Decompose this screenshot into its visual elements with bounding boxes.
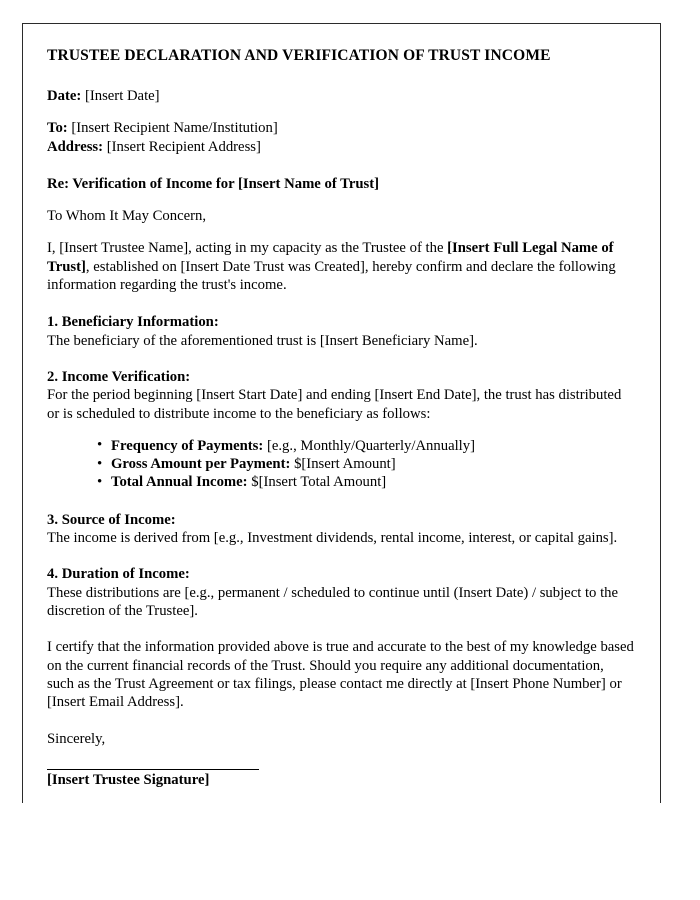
section-2-heading: 2. Income Verification:: [47, 368, 191, 385]
recipient-line: [47, 119, 634, 137]
subject-text: Re: Verification of Income for [Insert Name of Trust]: [47, 175, 380, 192]
signature-spacer: [47, 749, 634, 769]
signature-name: [Insert Trustee Signature]: [47, 771, 210, 788]
section-3-body: The income is derived from [e.g., Investment dividends, rental income, interest, or capital gains].: [47, 530, 618, 547]
list-item: [97, 473, 634, 491]
section-2-body: For the period beginning [Insert Start Date] and ending [Insert End Date], the trust has distributed or is scheduled to distribute income to the beneficiary as follows:: [47, 387, 622, 422]
section-1-body: The beneficiary of the aforementioned trust is [Insert Beneficiary Name].: [47, 332, 478, 349]
section-4-heading: 4. Duration of Income:: [47, 566, 190, 583]
to-label: To:: [47, 120, 68, 137]
bullet-1-value: [e.g., Monthly/Quarterly/Annually]: [263, 437, 475, 454]
section-1-heading: 1. Beneficiary Information:: [47, 314, 219, 331]
date-line: [47, 87, 634, 105]
address-value: [Insert Recipient Address]: [106, 138, 261, 155]
section-3-heading: 3. Source of Income:: [47, 511, 176, 528]
subject-line: [47, 175, 634, 193]
date-label: Date:: [47, 88, 82, 104]
list-item: [97, 437, 634, 455]
income-details-list: [47, 437, 634, 492]
bullet-3-value: $[Insert Total Amount]: [247, 474, 387, 491]
intro-part-1: I, [Insert Trustee Name], acting in my capacity as the Trustee of the: [47, 240, 448, 257]
document-title: TRUSTEE DECLARATION AND VERIFICATION OF TRUST INCOME: [47, 47, 551, 64]
certification-paragraph: I certify that the information provided above is true and accurate to the best of my knowledge based on the current financial records of the Trust. Should you require any additional documentation, such as the Trust Agreement or tax filings, please contact me directly at [Insert Phone Number] or [Insert Email Address].: [47, 639, 634, 711]
bullet-2-value: $[Insert Amount]: [290, 456, 396, 473]
address-label: Address:: [47, 138, 104, 155]
bullet-1-label: Frequency of Payments:: [111, 437, 264, 454]
section-4-body: These distributions are [e.g., permanent / scheduled to continue until (Insert Date) / subject to the discretion of the Trustee].: [47, 584, 619, 619]
list-item: [97, 455, 634, 473]
to-value: [Insert Recipient Name/Institution]: [71, 120, 278, 137]
date-value: [Insert Date]: [84, 88, 160, 104]
intro-trust-name: [Insert Full Legal Name of Trust]: [47, 240, 614, 275]
bullet-2-label: Gross Amount per Payment:: [111, 456, 291, 473]
document-body: [23, 24, 660, 789]
address-line: [47, 138, 634, 156]
closing-line: Sincerely,: [47, 731, 106, 748]
salutation: To Whom It May Concern,: [47, 208, 207, 225]
intro-part-2: , established on [Insert Date Trust was Created], hereby confirm and declare the following information regarding the trust's income.: [47, 258, 616, 294]
intro-paragraph: [47, 239, 634, 294]
document-page: [22, 23, 661, 803]
bullet-3-label: Total Annual Income:: [111, 474, 248, 491]
signature-rule: [47, 769, 259, 770]
